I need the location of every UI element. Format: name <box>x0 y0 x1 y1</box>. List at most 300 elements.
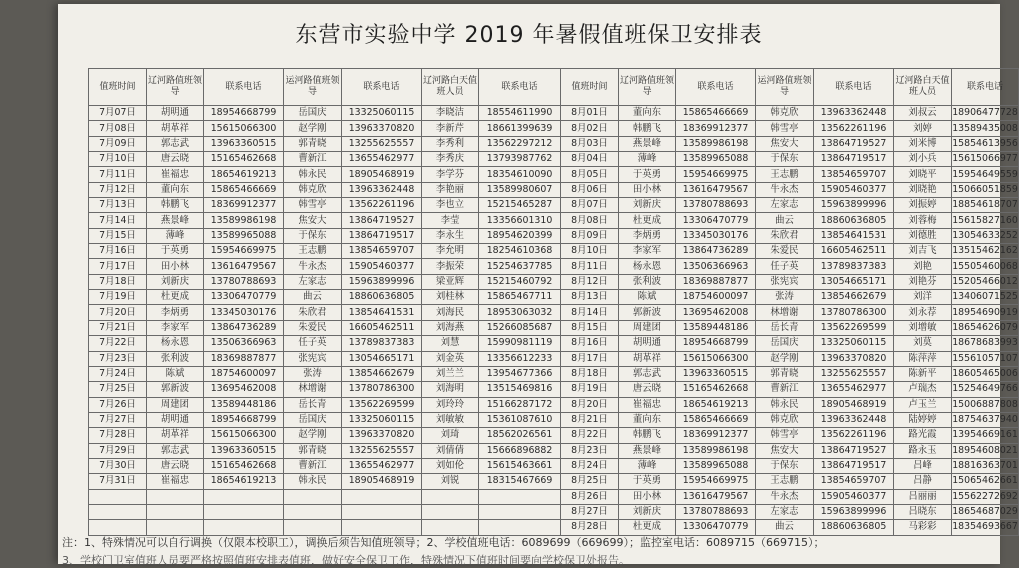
table-cell: 13963362448 <box>342 182 422 197</box>
table-cell: 15505460068 <box>952 259 1019 274</box>
table-cell: 15615827160 <box>952 213 1019 228</box>
table-cell: 李新芹 <box>422 121 479 136</box>
table-cell: 13356612233 <box>479 351 561 366</box>
table-cell: 刘小兵 <box>894 152 952 167</box>
table-cell: 陆婷婷 <box>894 412 952 427</box>
table-cell: 刘金英 <box>422 351 479 366</box>
table-cell: 18954668799 <box>204 412 284 427</box>
table-cell: 18654619213 <box>676 397 756 412</box>
table-cell: 周建团 <box>147 397 204 412</box>
table-cell: 13589965088 <box>204 228 284 243</box>
table-cell: 15205466012 <box>952 274 1019 289</box>
table-cell <box>422 504 479 519</box>
table-cell: 7月16日 <box>89 244 147 259</box>
column-header: 联系电话 <box>479 69 561 106</box>
table-cell: 15165462668 <box>204 458 284 473</box>
table-row <box>89 443 1019 458</box>
table-cell: 焦安大 <box>756 443 814 458</box>
table-cell: 18905468919 <box>814 397 894 412</box>
table-cell: 李艳丽 <box>422 182 479 197</box>
table-cell: 张利波 <box>147 351 204 366</box>
table-cell: 15905460377 <box>342 259 422 274</box>
table-cell: 13963360515 <box>204 136 284 151</box>
table-cell: 张利波 <box>619 274 676 289</box>
table-cell: 13854662679 <box>342 366 422 381</box>
table-cell: 13562269599 <box>814 320 894 335</box>
table-cell: 15854613956 <box>952 136 1019 151</box>
table-cell: 13306470779 <box>204 290 284 305</box>
table-cell <box>204 520 284 535</box>
table-cell: 15615066300 <box>204 428 284 443</box>
table-cell: 陈新平 <box>894 366 952 381</box>
table-cell: 8月03日 <box>561 136 619 151</box>
table-cell: 15615066300 <box>676 351 756 366</box>
table-cell: 8月01日 <box>561 106 619 121</box>
table-cell: 13616479567 <box>676 182 756 197</box>
table-cell: 7月11日 <box>89 167 147 182</box>
table-cell: 曹新江 <box>756 382 814 397</box>
table-row <box>89 412 1019 427</box>
table-cell: 8月08日 <box>561 213 619 228</box>
table-cell <box>422 489 479 504</box>
table-cell: 于保东 <box>756 458 814 473</box>
table-cell: 13963360515 <box>676 366 756 381</box>
table-cell: 18678683993 <box>952 336 1019 351</box>
table-cell: 韩鹏飞 <box>619 428 676 443</box>
table-cell <box>147 504 204 519</box>
table-cell: 郭志武 <box>619 366 676 381</box>
table-cell: 13854662679 <box>814 290 894 305</box>
table-cell: 林增谢 <box>284 382 342 397</box>
table-cell: 13954669161 <box>952 428 1019 443</box>
table-cell: 13356601310 <box>479 213 561 228</box>
table-cell: 8月18日 <box>561 366 619 381</box>
table-cell: 岳长青 <box>756 320 814 335</box>
table-cell: 15006887808 <box>952 397 1019 412</box>
table-cell: 13780788693 <box>676 504 756 519</box>
table-cell: 李炳勇 <box>147 305 204 320</box>
table-cell: 13406071525 <box>952 290 1019 305</box>
table-cell: 13695462008 <box>204 382 284 397</box>
table-cell <box>147 520 204 535</box>
table-row <box>89 182 1019 197</box>
table-cell: 杨永恩 <box>619 259 676 274</box>
table-cell: 13589965088 <box>676 458 756 473</box>
table-row <box>89 213 1019 228</box>
table-cell <box>422 520 479 535</box>
table-cell: 15561057107 <box>952 351 1019 366</box>
table-cell: 7月15日 <box>89 228 147 243</box>
table-cell: 18354693667 <box>952 520 1019 535</box>
table-cell: 吕丽丽 <box>894 489 952 504</box>
table-cell: 李振荣 <box>422 259 479 274</box>
table-cell: 13780786300 <box>342 382 422 397</box>
table-cell: 燕景峰 <box>619 136 676 151</box>
table-cell: 刘叔云 <box>894 106 952 121</box>
table-cell: 15562272692 <box>952 489 1019 504</box>
table-cell: 曲云 <box>756 213 814 228</box>
table-cell: 18369887877 <box>204 351 284 366</box>
table-cell: 18954668799 <box>676 336 756 351</box>
table-cell: 13854659707 <box>342 244 422 259</box>
table-cell: 刘海民 <box>422 305 479 320</box>
table-cell: 13789837383 <box>342 336 422 351</box>
table-cell: 8月26日 <box>561 489 619 504</box>
table-cell: 韩鹏飞 <box>619 121 676 136</box>
table-cell: 刘新庆 <box>619 504 676 519</box>
table-row <box>89 259 1019 274</box>
table-cell: 13506366963 <box>676 259 756 274</box>
table-cell: 8月06日 <box>561 182 619 197</box>
table-cell: 焦安大 <box>756 136 814 151</box>
table-cell: 郭青晓 <box>284 136 342 151</box>
table-cell: 8月13日 <box>561 290 619 305</box>
table-cell: 7月24日 <box>89 366 147 381</box>
table-cell: 15865466669 <box>204 182 284 197</box>
table-cell: 18661399639 <box>479 121 561 136</box>
table-cell: 13864719517 <box>342 228 422 243</box>
table-cell: 燕景峰 <box>147 213 204 228</box>
table-cell: 18954608021 <box>952 443 1019 458</box>
table-cell <box>147 489 204 504</box>
column-header: 联系电话 <box>204 69 284 106</box>
duty-schedule-table <box>88 68 1019 536</box>
table-cell: 13325060115 <box>814 336 894 351</box>
table-cell: 13589448186 <box>676 320 756 335</box>
table-cell: 刘兰兰 <box>422 366 479 381</box>
table-cell: 8月24日 <box>561 458 619 473</box>
table-cell: 7月25日 <box>89 382 147 397</box>
table-row <box>89 397 1019 412</box>
table-row <box>89 198 1019 213</box>
column-header: 值班时间 <box>89 69 147 106</box>
table-cell: 13589986198 <box>676 136 756 151</box>
table-cell: 韩克欣 <box>284 182 342 197</box>
table-cell: 陈斌 <box>619 290 676 305</box>
table-cell: 薄峰 <box>619 458 676 473</box>
table-cell: 13864719527 <box>814 136 894 151</box>
table-cell: 15361087610 <box>479 412 561 427</box>
table-cell: 唐云晓 <box>147 458 204 473</box>
table-cell: 13695462008 <box>676 305 756 320</box>
table-cell: 13780786300 <box>814 305 894 320</box>
table-cell: 18369912377 <box>676 428 756 443</box>
table-cell: 刘倩倩 <box>422 443 479 458</box>
table-cell: 董向东 <box>619 106 676 121</box>
table-cell: 13854641531 <box>814 228 894 243</box>
table-row <box>89 504 1019 519</box>
table-cell: 15266085687 <box>479 320 561 335</box>
footer-note: 注：1、特殊情况可以自行调换（仅限本校职工），调换后须告知值班领导；2、学校值班电话：6089699（669699）；监控室电话：6089715（669715）； <box>62 536 825 549</box>
table-cell: 张宪宾 <box>284 351 342 366</box>
table-cell: 马彩彩 <box>894 520 952 535</box>
table-cell: 李家军 <box>619 244 676 259</box>
table-cell: 13345030176 <box>676 228 756 243</box>
table-cell <box>342 504 422 519</box>
table-cell: 13515462162 <box>952 244 1019 259</box>
table-cell: 薄峰 <box>619 152 676 167</box>
table-cell: 董向东 <box>619 412 676 427</box>
table-cell: 8月21日 <box>561 412 619 427</box>
table-cell: 13589986198 <box>676 443 756 458</box>
table-cell: 13562297212 <box>479 136 561 151</box>
table-cell: 韩永民 <box>284 167 342 182</box>
table-cell: 7月22日 <box>89 336 147 351</box>
table-row <box>89 244 1019 259</box>
table-cell: 吕晓东 <box>894 504 952 519</box>
table-cell: 刘海明 <box>422 382 479 397</box>
table-cell: 13562261196 <box>814 121 894 136</box>
table-cell: 7月29日 <box>89 443 147 458</box>
table-cell: 任子英 <box>284 336 342 351</box>
table-cell: 15165462668 <box>676 382 756 397</box>
table-cell: 牛永杰 <box>756 489 814 504</box>
table-cell: 于英勇 <box>619 474 676 489</box>
table-cell: 刘米博 <box>894 136 952 151</box>
table-cell: 陈萍萍 <box>894 351 952 366</box>
table-cell: 7月09日 <box>89 136 147 151</box>
table-cell: 岳国庆 <box>756 336 814 351</box>
table-cell: 18905468919 <box>342 167 422 182</box>
table-cell: 张涛 <box>756 290 814 305</box>
table-cell: 曹新江 <box>284 152 342 167</box>
table-cell: 刘玲玲 <box>422 397 479 412</box>
table-cell: 刘德胜 <box>894 228 952 243</box>
table-row <box>89 474 1019 489</box>
table-cell: 8月17日 <box>561 351 619 366</box>
table-row <box>89 106 1019 121</box>
table-cell: 13345030176 <box>204 305 284 320</box>
table-cell: 韩永民 <box>284 474 342 489</box>
table-cell: 郭新波 <box>147 382 204 397</box>
table-cell: 15254649766 <box>952 382 1019 397</box>
column-header: 运河路值班领导 <box>756 69 814 106</box>
table-cell: 刘洋 <box>894 290 952 305</box>
table-cell: 崔福忠 <box>619 397 676 412</box>
table-cell: 8月16日 <box>561 336 619 351</box>
table-cell: 7月27日 <box>89 412 147 427</box>
table-cell: 7月30日 <box>89 458 147 473</box>
table-cell: 胡革祥 <box>619 351 676 366</box>
table-row <box>89 382 1019 397</box>
table-cell: 8月07日 <box>561 198 619 213</box>
table-cell: 吕静 <box>894 474 952 489</box>
table-row <box>89 290 1019 305</box>
table-cell: 13864719527 <box>814 443 894 458</box>
table-cell: 18254610368 <box>479 244 561 259</box>
table-cell: 13854659707 <box>814 167 894 182</box>
table-cell <box>479 520 561 535</box>
table-cell: 王志鹏 <box>756 167 814 182</box>
table-row <box>89 167 1019 182</box>
table-cell: 刘婷 <box>894 121 952 136</box>
table-cell: 13655462977 <box>342 458 422 473</box>
table-cell: 7月21日 <box>89 320 147 335</box>
table-cell: 曲云 <box>756 520 814 535</box>
table-cell: 8月05日 <box>561 167 619 182</box>
table-cell: 李允明 <box>422 244 479 259</box>
table-cell: 7月17日 <box>89 259 147 274</box>
table-cell: 18369912377 <box>676 121 756 136</box>
table-cell: 18554611990 <box>479 106 561 121</box>
table-cell <box>342 520 422 535</box>
table-cell: 15905460377 <box>814 489 894 504</box>
table-cell: 13589448186 <box>204 397 284 412</box>
table-cell: 16605462511 <box>814 244 894 259</box>
table-cell: 赵学刚 <box>284 428 342 443</box>
table-cell: 刘桂林 <box>422 290 479 305</box>
table-cell: 胡明通 <box>147 412 204 427</box>
table-cell: 朱欣君 <box>756 228 814 243</box>
table-cell: 13255625557 <box>342 443 422 458</box>
table-cell: 15254637785 <box>479 259 561 274</box>
table-cell: 13255625557 <box>814 366 894 381</box>
table-cell: 周建团 <box>619 320 676 335</box>
table-cell: 郭青晓 <box>284 443 342 458</box>
table-cell: 18754600097 <box>204 366 284 381</box>
table-cell: 韩雪亭 <box>756 428 814 443</box>
table-cell: 8月19日 <box>561 382 619 397</box>
table-cell: 刘增敏 <box>894 320 952 335</box>
table-cell: 18860636805 <box>814 213 894 228</box>
table-cell: 韩克欣 <box>756 106 814 121</box>
table-cell: 8月04日 <box>561 152 619 167</box>
table-cell: 13054633252 <box>952 228 1019 243</box>
column-header: 联系电话 <box>342 69 422 106</box>
table-cell: 18953063032 <box>479 305 561 320</box>
table-cell: 18860636805 <box>814 520 894 535</box>
table-cell: 13589965088 <box>676 152 756 167</box>
table-cell: 李莹 <box>422 213 479 228</box>
table-cell: 田小林 <box>619 182 676 197</box>
column-header: 值班时间 <box>561 69 619 106</box>
table-cell: 13325060115 <box>342 412 422 427</box>
table-cell: 李秀庆 <box>422 152 479 167</box>
table-cell: 刘蓉梅 <box>894 213 952 228</box>
table-cell: 杜更成 <box>147 290 204 305</box>
table-cell: 韩雪亭 <box>756 121 814 136</box>
table-cell: 刘锐 <box>422 474 479 489</box>
table-cell: 7月13日 <box>89 198 147 213</box>
table-cell: 郭志武 <box>147 136 204 151</box>
table-cell: 田小林 <box>619 489 676 504</box>
table-cell: 13616479567 <box>676 489 756 504</box>
table-cell: 15865466669 <box>676 106 756 121</box>
column-header: 联系电话 <box>676 69 756 106</box>
table-cell: 13562261196 <box>814 428 894 443</box>
table-cell: 13864719527 <box>342 213 422 228</box>
table-cell: 15065462661 <box>952 474 1019 489</box>
table-cell: 13864736289 <box>676 244 756 259</box>
table-cell: 18754637940 <box>952 412 1019 427</box>
table-cell: 13616479567 <box>204 259 284 274</box>
table-cell: 13963370820 <box>342 428 422 443</box>
table-cell: 13054665171 <box>342 351 422 366</box>
table-cell <box>479 504 561 519</box>
table-cell: 7月23日 <box>89 351 147 366</box>
table-cell: 13963360515 <box>204 443 284 458</box>
column-header: 联系电话 <box>952 69 1019 106</box>
table-cell: 朱欣君 <box>284 305 342 320</box>
table-cell: 18954668799 <box>204 106 284 121</box>
table-cell: 7月14日 <box>89 213 147 228</box>
table-cell: 8月28日 <box>561 520 619 535</box>
table-cell: 13655462977 <box>814 382 894 397</box>
table-cell: 18854618707 <box>952 198 1019 213</box>
page-title: 东营市实验中学 2019 年暑假值班保卫安排表 <box>295 23 763 48</box>
table-cell: 15963899996 <box>814 198 894 213</box>
footer-note-cont: 3、学校门卫室值班人员要严格按照值班安排表值班，做好安全保卫工作，特殊情况下值班时间要向学校保卫处报告。 <box>62 554 630 567</box>
table-cell: 卢玉兰 <box>894 397 952 412</box>
column-header: 联系电话 <box>814 69 894 106</box>
table-cell: 唐云晓 <box>147 152 204 167</box>
table-cell <box>342 489 422 504</box>
table-cell <box>284 504 342 519</box>
table-cell: 13325060115 <box>342 106 422 121</box>
table-cell: 曲云 <box>284 290 342 305</box>
table-cell: 18369887877 <box>676 274 756 289</box>
table-cell: 15954669975 <box>676 474 756 489</box>
table-cell: 13963362448 <box>814 106 894 121</box>
table-cell: 15666896882 <box>479 443 561 458</box>
table-cell: 16605462511 <box>342 320 422 335</box>
table-row <box>89 274 1019 289</box>
column-header: 辽河路白天值班人员 <box>422 69 479 106</box>
table-cell: 王志鹏 <box>284 244 342 259</box>
table-cell: 李炳勇 <box>619 228 676 243</box>
table-cell: 8月27日 <box>561 504 619 519</box>
table-cell: 岳国庆 <box>284 412 342 427</box>
table-cell: 牛永杰 <box>756 182 814 197</box>
table-cell: 13789837383 <box>814 259 894 274</box>
table-row <box>89 520 1019 535</box>
table-cell: 刘海燕 <box>422 320 479 335</box>
table-cell: 张宪宾 <box>756 274 814 289</box>
table-cell: 18954620399 <box>479 228 561 243</box>
table-row <box>89 320 1019 335</box>
table-cell: 7月31日 <box>89 474 147 489</box>
table-cell: 胡明通 <box>619 336 676 351</box>
table-cell: 李也立 <box>422 198 479 213</box>
table-cell: 于英勇 <box>619 167 676 182</box>
table-row <box>89 489 1019 504</box>
table-cell: 董向东 <box>147 182 204 197</box>
table-row <box>89 458 1019 473</box>
table-cell: 13854659707 <box>814 474 894 489</box>
table-row <box>89 228 1019 243</box>
table-cell: 崔福忠 <box>147 474 204 489</box>
table-cell: 13562269599 <box>342 397 422 412</box>
table-cell: 8月15日 <box>561 320 619 335</box>
table-cell: 韩永民 <box>756 397 814 412</box>
table-cell: 18654619213 <box>204 167 284 182</box>
table-cell: 13963362448 <box>814 412 894 427</box>
table-cell: 刘琦 <box>422 428 479 443</box>
table-cell: 15165462668 <box>204 152 284 167</box>
table-cell: 18654619213 <box>204 474 284 489</box>
table-cell: 刘新庆 <box>619 198 676 213</box>
table-cell: 13515469816 <box>479 382 561 397</box>
table-cell: 18754600097 <box>676 290 756 305</box>
table-cell: 13589980607 <box>479 182 561 197</box>
schedule-sheet <box>58 4 1018 567</box>
table-cell <box>479 489 561 504</box>
table-cell: 于保东 <box>756 152 814 167</box>
table-cell: 李永生 <box>422 228 479 243</box>
column-header: 运河路值班领导 <box>284 69 342 106</box>
table-cell: 18954690919 <box>952 305 1019 320</box>
table-cell: 7月26日 <box>89 397 147 412</box>
